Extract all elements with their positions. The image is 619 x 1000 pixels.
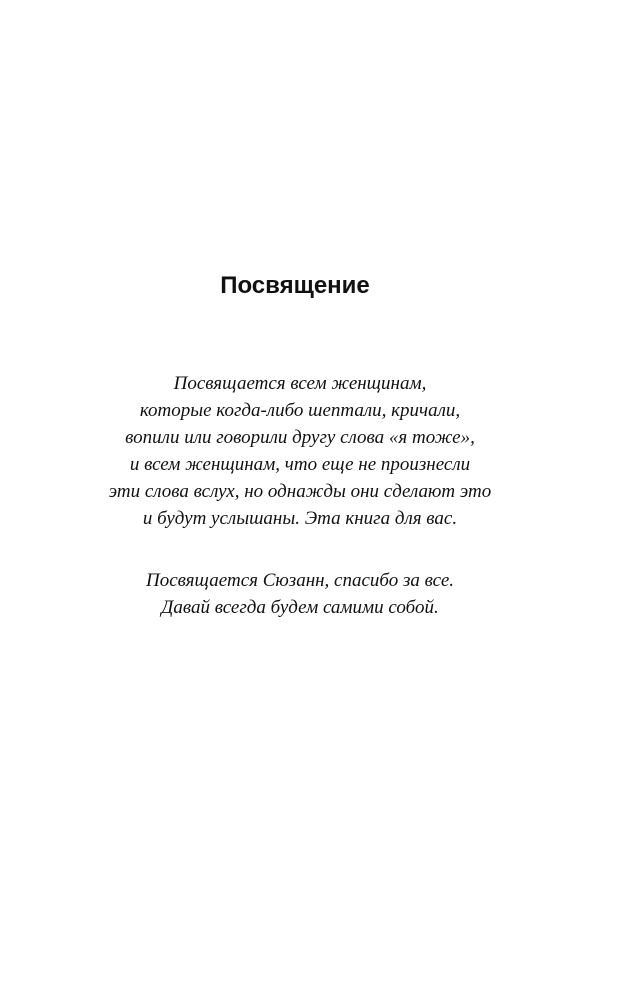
dedication-line: вопили или говорили другу слова «я тоже», xyxy=(125,427,475,448)
dedication-line: которые когда-либо шептали, кричали, xyxy=(139,400,461,421)
dedication-stanza-women xyxy=(0,370,600,532)
dedication-line: и всем женщинам, что еще не произнесли xyxy=(129,454,471,475)
dedication-line: Посвящается Сюзанн, спасибо за все. xyxy=(146,570,454,591)
dedication-stanza-susanne xyxy=(0,567,600,621)
dedication-line: и будут услышаны. Эта книга для вас. xyxy=(142,508,458,529)
dedication-line: Посвящается всем женщинам, xyxy=(173,373,427,394)
dedication-line: Давай всегда будем самими собой. xyxy=(161,597,439,618)
page-title: Посвящение xyxy=(220,272,370,299)
dedication-line: эти слова вслух, но однажды они сделают это xyxy=(108,481,492,502)
